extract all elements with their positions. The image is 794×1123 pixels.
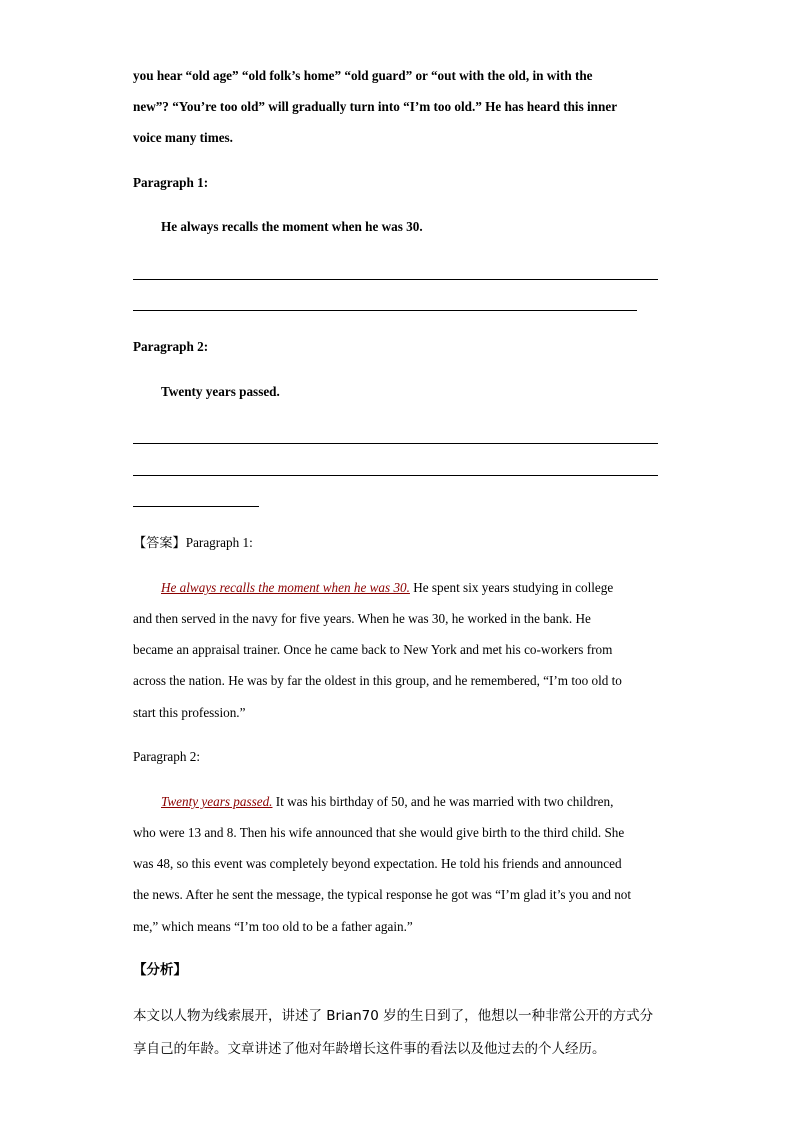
answer-p2-line: who were 13 and 8. Then his wife announced that she would give birth to the third child. She <box>133 825 625 840</box>
paragraph2-starter: Twenty years passed. <box>161 384 280 399</box>
paragraph2-label: Paragraph 2: <box>133 339 209 354</box>
paragraph1-label: Paragraph 1: <box>133 175 209 190</box>
answer-line <box>133 443 658 444</box>
intro-line-3: voice many times. <box>133 130 233 145</box>
answer-line <box>133 279 658 280</box>
intro-line-1: you hear “old age” “old folk’s home” “old guard” or “out with the old, in with the <box>133 68 593 83</box>
analysis-heading: 【分析】 <box>133 962 187 978</box>
answer-p2-line: was 48, so this event was completely beyond expectation. He told his friends and announced <box>133 856 622 871</box>
paragraph1-starter: He always recalls the moment when he was 30. <box>161 219 423 234</box>
intro-line-2: new”? “You’re too old” will gradually turn into “I’m too old.” He has heard this inner <box>133 99 618 114</box>
answer-p1-first-rest: He spent six years studying in college <box>409 580 614 595</box>
answer-line <box>133 475 658 476</box>
answer-p1-line-1 <box>161 579 613 597</box>
answer-p2-line: the news. After he sent the message, the typical response he got was “I’m glad it’s you and not <box>133 887 632 902</box>
answer-p1-line: and then served in the navy for five years. When he was 30, he worked in the bank. He <box>133 611 591 626</box>
answer-p1-line: start this profession.” <box>133 705 246 720</box>
answer-p2-starter: Twenty years passed. <box>161 794 273 809</box>
answer-p2-first-rest: It was his birthday of 50, and he was married with two children, <box>272 794 614 809</box>
answer-line <box>133 310 637 311</box>
answer-p2-label: Paragraph 2: <box>133 749 201 764</box>
answer-p2-line: me,” which means “I’m too old to be a father again.” <box>133 919 413 934</box>
analysis-line-1: 本文以人物为线索展开，讲述了 Brian70 岁的生日到了，他想以一种非常公开的方式分 <box>133 1008 654 1024</box>
analysis-line-2: 享自己的年龄。文章讲述了他对年龄增长这件事的看法以及他过去的个人经历。 <box>133 1041 606 1057</box>
answer-p2-line-1 <box>161 793 613 811</box>
answer-p1-line: became an appraisal trainer. Once he came back to New York and met his co-workers from <box>133 642 613 657</box>
answer-p1-starter: He always recalls the moment when he was 30. <box>161 580 410 595</box>
answer-line <box>133 506 259 507</box>
answer-heading: 【答案】Paragraph 1: <box>133 535 253 550</box>
answer-p1-line: across the nation. He was by far the oldest in this group, and he remembered, “I’m too old to <box>133 673 622 688</box>
